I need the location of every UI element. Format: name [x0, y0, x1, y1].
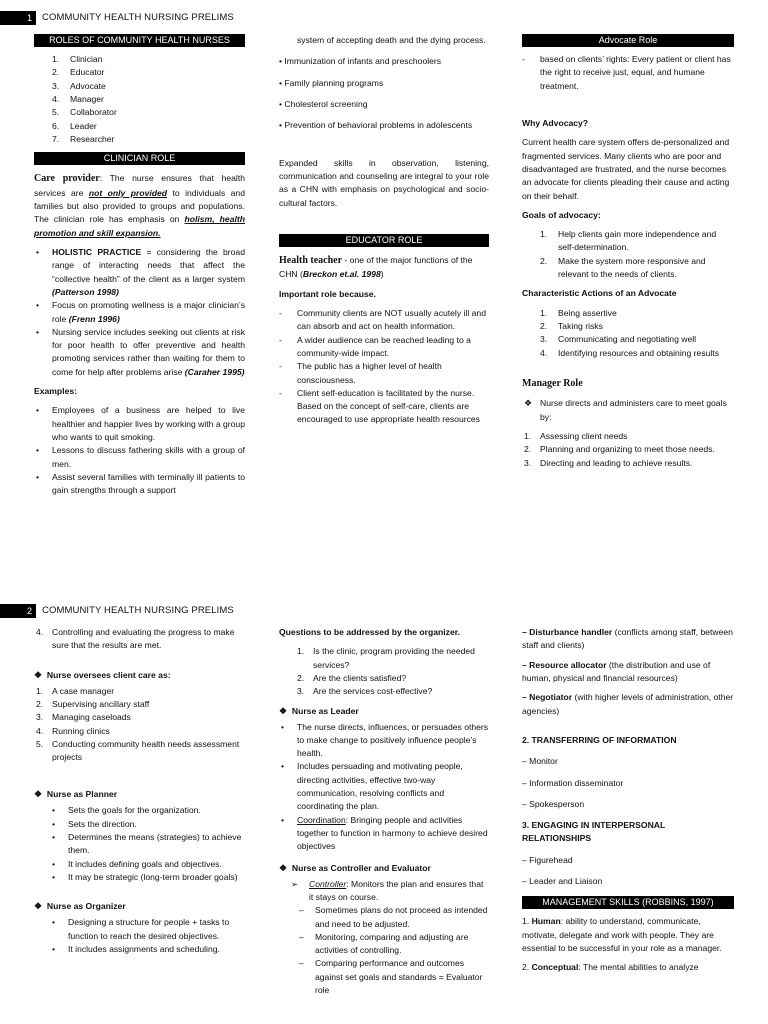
transfer-heading: 2. TRANSFERRING OF INFORMATION [522, 734, 677, 745]
list-item: 1. Clinician [52, 54, 103, 64]
list-item: • Immunization of infants and preschoolers [279, 56, 442, 67]
list-item: – Comparing performance and outcomes against set goals and standards = Evaluator role [299, 958, 483, 996]
list-item: 3. Directing and leading to achieve results. [524, 457, 693, 468]
list-item: • Assist several families with terminally ill patients to gain strengths through a support [36, 471, 245, 496]
column-1 [34, 34, 245, 504]
diamond-bullet-icon: ❖ [524, 398, 533, 409]
list-item: • It includes defining goals and objectives. [52, 858, 222, 869]
expanded-skills-paragraph: Expanded skills in observation, listening, communication and counseling are integral to your role as a CHN with emphasis on psychological and socio-cultural factors. [279, 157, 489, 208]
manager-lead [522, 397, 734, 424]
list-item: 2. Taking risks [540, 321, 603, 331]
why-advocacy-label: Why Advocacy? [522, 117, 589, 128]
list-item: • It may be strategic (long-term broader goals) [52, 871, 238, 882]
section-heading-educator: EDUCATOR ROLE [279, 234, 489, 247]
list-item: • Sets the goals for the organization. [52, 805, 201, 816]
list-item: – Leader and Liaison [522, 876, 603, 887]
page-header [0, 11, 234, 25]
list-item: 3. Managing caseloads [36, 712, 131, 723]
list-item: 2. Supervising ancillary staff [36, 698, 150, 709]
diamond-bullet-icon: ❖ [34, 669, 43, 680]
list-item: • Nursing service includes seeking out clients at risk for poor health to offer preventive and health promoting services rather than waiting for them to come for help after problems arise (Caraher 1995) [36, 326, 245, 377]
role-item: – Resource allocator (the distribution and use of human, physical and financial resources) [522, 659, 711, 683]
planner-list [34, 804, 245, 884]
section-heading-management-skills: MANAGEMENT SKILLS (ROBBINS, 1997) [522, 896, 734, 909]
column-3 [522, 626, 734, 981]
why-advocacy-paragraph: Current health care system offers de-personalized and fragmented services. Many clients who are poor and disadvantaged are frustrated, and the nurse becomes an advocate for clients pleading their cause and acting on their behalf. [522, 137, 730, 201]
characteristics-list [522, 307, 734, 360]
page-number: 2 [0, 604, 36, 618]
header-title: COMMUNITY HEALTH NURSING PRELIMS [42, 604, 234, 616]
list-item: • Determines the means (strategies) to achieve them. [52, 832, 242, 856]
list-item: – Monitoring, comparing and adjusting are activities of controlling. [299, 931, 469, 956]
column-3 [522, 34, 734, 476]
manager-steps [522, 430, 734, 470]
list-item: 4. Identifying resources and obtaining results [540, 347, 719, 358]
examples-list [34, 404, 245, 497]
leader-heading: ❖ Nurse as Leader [279, 705, 359, 716]
list-item: 6. Leader [52, 120, 97, 131]
interpersonal-heading: 3. ENGAGING IN INTERPERSONAL RELATIONSHIPS [522, 820, 666, 844]
examples-label: Examples: [34, 386, 77, 397]
list-item: 3. Communicating and negotiating well [540, 334, 697, 345]
section-heading-roles: ROLES OF COMMUNITY HEALTH NURSES [34, 34, 245, 47]
list-item: – Figurehead [522, 854, 573, 865]
list-item: 1. Is the clinic, program providing the needed services? [297, 646, 475, 670]
clinician-bullets [34, 246, 245, 379]
manager-role-heading: Manager Role [522, 377, 583, 389]
list-item: 2. Make the system more responsive and relevant to the needs of clients. [540, 255, 706, 280]
list-item: – Information disseminator [522, 777, 624, 788]
list-item: 5. Collaborator [52, 107, 117, 118]
page-header [0, 604, 234, 618]
list-item: 2. Are the clients satisfied? [297, 672, 407, 683]
diamond-bullet-icon: ❖ [34, 789, 43, 800]
questions-label: Questions to be addressed by the organizer. [279, 627, 460, 637]
page-2 [0, 600, 768, 1024]
list-item: • Focus on promoting wellness is a major clinician’s role (Frenn 1996) [36, 300, 245, 324]
list-item: • It includes assignments and scheduling. [52, 943, 220, 954]
human-skill: 1. Human: ability to understand, communicate, motivate, delegate and work with people. They are essential to be successful in your role as a manager. [522, 916, 722, 953]
list-item: - based on clients’ rights: Every patient or client has the right to receive just, equal, and humane treatment. [522, 54, 731, 91]
header-title: COMMUNITY HEALTH NURSING PRELIMS [42, 11, 234, 23]
column-2 [279, 626, 489, 1003]
health-teacher-paragraph: Health teacher - one of the major functions of the CHN (Breckon et.al. 1998) [279, 254, 473, 280]
list-item: - A wider audience can be reached leading to a community-wide impact. [279, 334, 471, 358]
list-item: 7. Researcher [52, 133, 115, 144]
list-item: 4. Running clinics [36, 725, 110, 736]
arrow-bullet-icon: ➢ [291, 878, 299, 889]
organizer-heading: ❖ Nurse as Organizer [34, 901, 126, 912]
column-2 [279, 34, 489, 433]
list-item: • The nurse directs, influences, or persuades others to make change to positively influence people’s health. [281, 721, 489, 759]
list-item: 5. Conducting community health needs assessment projects [36, 738, 240, 763]
list-item: – Monitor [522, 756, 558, 767]
continued-text: system of accepting death and the dying process. [297, 35, 486, 45]
list-item: 4. Controlling and evaluating the progress to make sure that the results are met. [36, 627, 235, 651]
care-provider-paragraph: Care provider: The nurse ensures that health services are not only provided to individuals and families but also provided to groups and populations. The clinician role has emphasis on holism, health promotion and skill expansion. [34, 173, 245, 238]
diamond-bullet-icon: ❖ [279, 705, 288, 716]
list-item: 1. Help clients gain more independence and self-determination. [540, 229, 717, 253]
list-item: • Cholesterol screening [279, 98, 368, 109]
characteristics-label: Characteristic Actions of an Advocate [522, 288, 677, 299]
roles-list [34, 53, 245, 146]
organizer-list [34, 916, 245, 956]
list-item: – Sometimes plans do not proceed as intended and need to be adjusted. [299, 905, 488, 929]
list-item: - Client self-education is facilitated by the nurse. Based on the concept of self-care, clients are encouraged to use appropriate health resources [279, 387, 480, 425]
page-number: 1 [0, 11, 36, 25]
controller-heading: ❖ Nurse as Controller and Evaluator [279, 862, 431, 873]
advocate-list [522, 53, 734, 93]
list-item: ➢ Controller: Monitors the plan and ensures that it stays on course. [291, 878, 484, 902]
list-item: • HOLISTIC PRACTICE = considering the broad range of interacting needs that affect the “collective health” of the client as a larger system (Patterson 1998) [36, 246, 245, 297]
reasons-list [279, 307, 489, 427]
important-label: Important role because. [279, 288, 376, 299]
list-item: • Coordination: Bringing people and activities together to function in harmony to achieve desired objectives [281, 814, 488, 852]
list-item: - Community clients are NOT usually acutely ill and can absorb and act on health information. [279, 307, 486, 332]
list-item: • Sets the direction. [52, 818, 137, 829]
list-item: • Designing a structure for people + tasks to function to reach the desired objectives. [52, 917, 230, 941]
steps-continued [34, 626, 245, 653]
list-item: 1. Assessing client needs [524, 431, 628, 442]
list-item: • Prevention of behavioral problems in adolescents [279, 120, 473, 131]
planner-heading: ❖ Nurse as Planner [34, 789, 118, 800]
list-item: 2. Planning and organizing to meet those needs. [524, 444, 715, 455]
list-item: 1. Being assertive [540, 307, 617, 318]
list-item: 2. Educator [52, 67, 105, 78]
list-item: 1. A case manager [36, 685, 115, 696]
diamond-bullet-icon: ❖ [279, 862, 288, 873]
list-item: • Includes persuading and motivating people, directing activities, effective two-way communication, resolving conflicts and coordinating the plan. [281, 761, 463, 812]
list-item: 4. Manager [52, 93, 104, 104]
role-item: – Negotiator (with higher levels of administration, other agencies) [522, 692, 734, 716]
section-heading-clinician: CLINICIAN ROLE [34, 152, 245, 165]
list-item: • Lessons to discuss fathering skills with a group of men. [36, 445, 245, 469]
section-heading-advocate: Advocate Role [522, 34, 734, 47]
list-item: ❖ Nurse directs and administers care to meet goals by: [524, 398, 727, 422]
controller-list [279, 878, 489, 998]
questions-list [279, 645, 489, 698]
leader-list [279, 721, 489, 854]
oversees-list [34, 685, 245, 765]
goals-label: Goals of advocacy: [522, 209, 601, 220]
conceptual-skill: 2. Conceptual: The mental abilities to analyze [522, 962, 699, 973]
list-item: – Spokesperson [522, 798, 585, 809]
list-item: 3. Are the services cost-effective? [297, 686, 433, 697]
diamond-bullet-icon: ❖ [34, 901, 43, 912]
oversees-heading: ❖ Nurse oversees client care as: [34, 669, 171, 680]
goals-list [522, 228, 734, 281]
list-item: 3. Advocate [52, 80, 106, 91]
list-item: • Family planning programs [279, 77, 384, 88]
role-item: – Disturbance handler (conflicts among staff, between staff and clients) [522, 627, 733, 651]
list-item: • Employees of a business are helped to live healthier and happier lives by working with a group who wants to quit smoking. [36, 405, 245, 442]
column-1 [34, 626, 245, 962]
list-item: - The public has a higher level of health consciousness. [279, 361, 442, 385]
